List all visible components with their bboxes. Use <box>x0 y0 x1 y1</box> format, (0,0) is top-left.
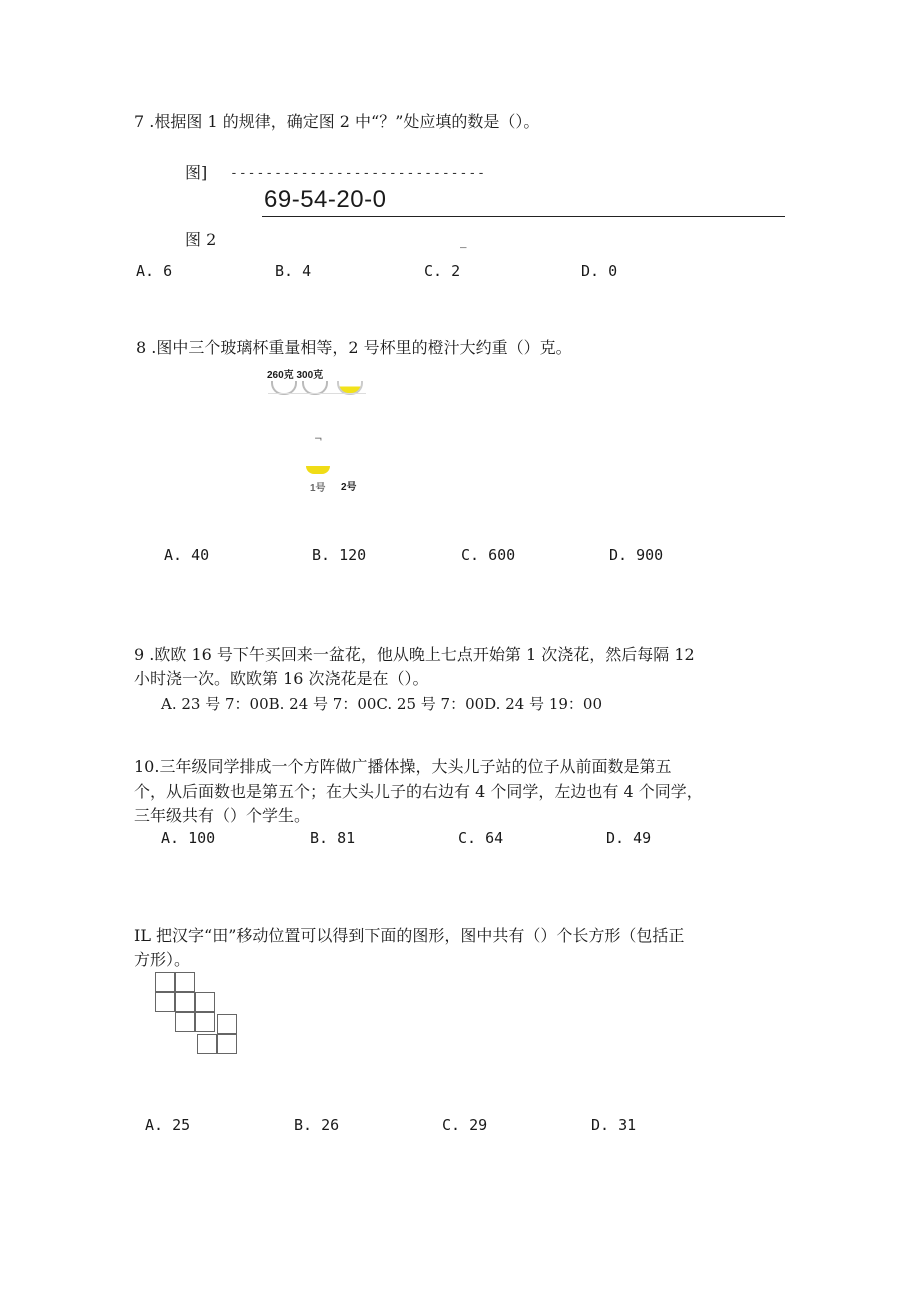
juice-level-icon <box>306 466 330 474</box>
q8-stray-mark: ¬ <box>314 434 323 445</box>
q8-cup1-label: 1号 <box>310 483 326 494</box>
grid-cell <box>155 972 175 992</box>
q11-stem-line1: IL 把汉字“田”移动位置可以得到下面的图形，图中共有（）个长方形（包括正 <box>134 926 685 945</box>
q7-fig1-label: 图] <box>185 163 208 182</box>
q9-stem-line2: 小时浇一次。欧欧第 16 次浇花是在（）。 <box>134 669 429 688</box>
grid-cell <box>175 992 195 1012</box>
q8-option-b[interactable]: B. 120 <box>312 546 367 564</box>
grid-cell <box>217 1014 237 1034</box>
grid-cell <box>155 992 175 1012</box>
q7-option-d[interactable]: D. 0 <box>581 262 618 280</box>
q11-option-c[interactable]: C. 29 <box>442 1116 488 1134</box>
q10-option-c[interactable]: C. 64 <box>458 829 504 847</box>
shelf-line <box>268 393 366 394</box>
q8-cup2-label: 2号 <box>341 482 357 493</box>
q8-option-a[interactable]: A. 40 <box>164 546 210 564</box>
q7-option-b[interactable]: B. 4 <box>275 262 312 280</box>
q7-sequence: 69-54-20-0 <box>264 186 387 213</box>
q8-stem: 8 .图中三个玻璃杯重量相等，2 号杯里的橙汁大约重（）克。 <box>136 338 572 357</box>
grid-cell <box>175 1012 195 1032</box>
q10-option-d[interactable]: D. 49 <box>606 829 652 847</box>
q10-option-a[interactable]: A. 100 <box>161 829 216 847</box>
q7-option-c[interactable]: C. 2 <box>424 262 461 280</box>
q8-option-c[interactable]: C. 600 <box>461 546 516 564</box>
grid-cell <box>195 992 215 1012</box>
q7-divider <box>262 216 785 217</box>
q8-option-d[interactable]: D. 900 <box>609 546 664 564</box>
q10-stem-line3: 三年级共有（）个学生。 <box>134 806 311 825</box>
q7-fig1-dashes: ----------------------------- <box>230 166 486 181</box>
q11-option-a[interactable]: A. 25 <box>145 1116 191 1134</box>
q8-weight-labels: 260克 300克 <box>267 370 324 381</box>
q11-stem-line2: 方形）。 <box>134 950 191 969</box>
q10-option-b[interactable]: B. 81 <box>310 829 356 847</box>
grid-cell <box>217 1034 237 1054</box>
q7-blank-mark: _ <box>460 234 467 249</box>
q7-fig2-label: 图 2 <box>185 230 217 249</box>
q9-stem-line1: 9 .欧欧 16 号下午买回来一盆花，他从晚上七点开始第 1 次浇花，然后每隔 12 <box>134 645 695 664</box>
q11-option-d[interactable]: D. 31 <box>591 1116 637 1134</box>
q11-option-b[interactable]: B. 26 <box>294 1116 340 1134</box>
q9-options[interactable]: A. 23 号 7：00B. 24 号 7：00C. 25 号 7：00D. 24 号 19：00 <box>161 695 602 713</box>
q10-stem-line1: 10.三年级同学排成一个方阵做广播体操，大头儿子站的位子从前面数是第五 <box>134 757 672 776</box>
q7-stem: 7 .根据图 1 的规律，确定图 2 中“？”处应填的数是（）。 <box>134 112 540 131</box>
grid-cell <box>197 1034 217 1054</box>
q7-option-a[interactable]: A. 6 <box>136 262 173 280</box>
grid-cell <box>195 1012 215 1032</box>
q10-stem-line2: 个，从后面数也是第五个；在大头儿子的右边有 4 个同学，左边也有 4 个同学， <box>134 782 703 801</box>
grid-cell <box>175 972 195 992</box>
